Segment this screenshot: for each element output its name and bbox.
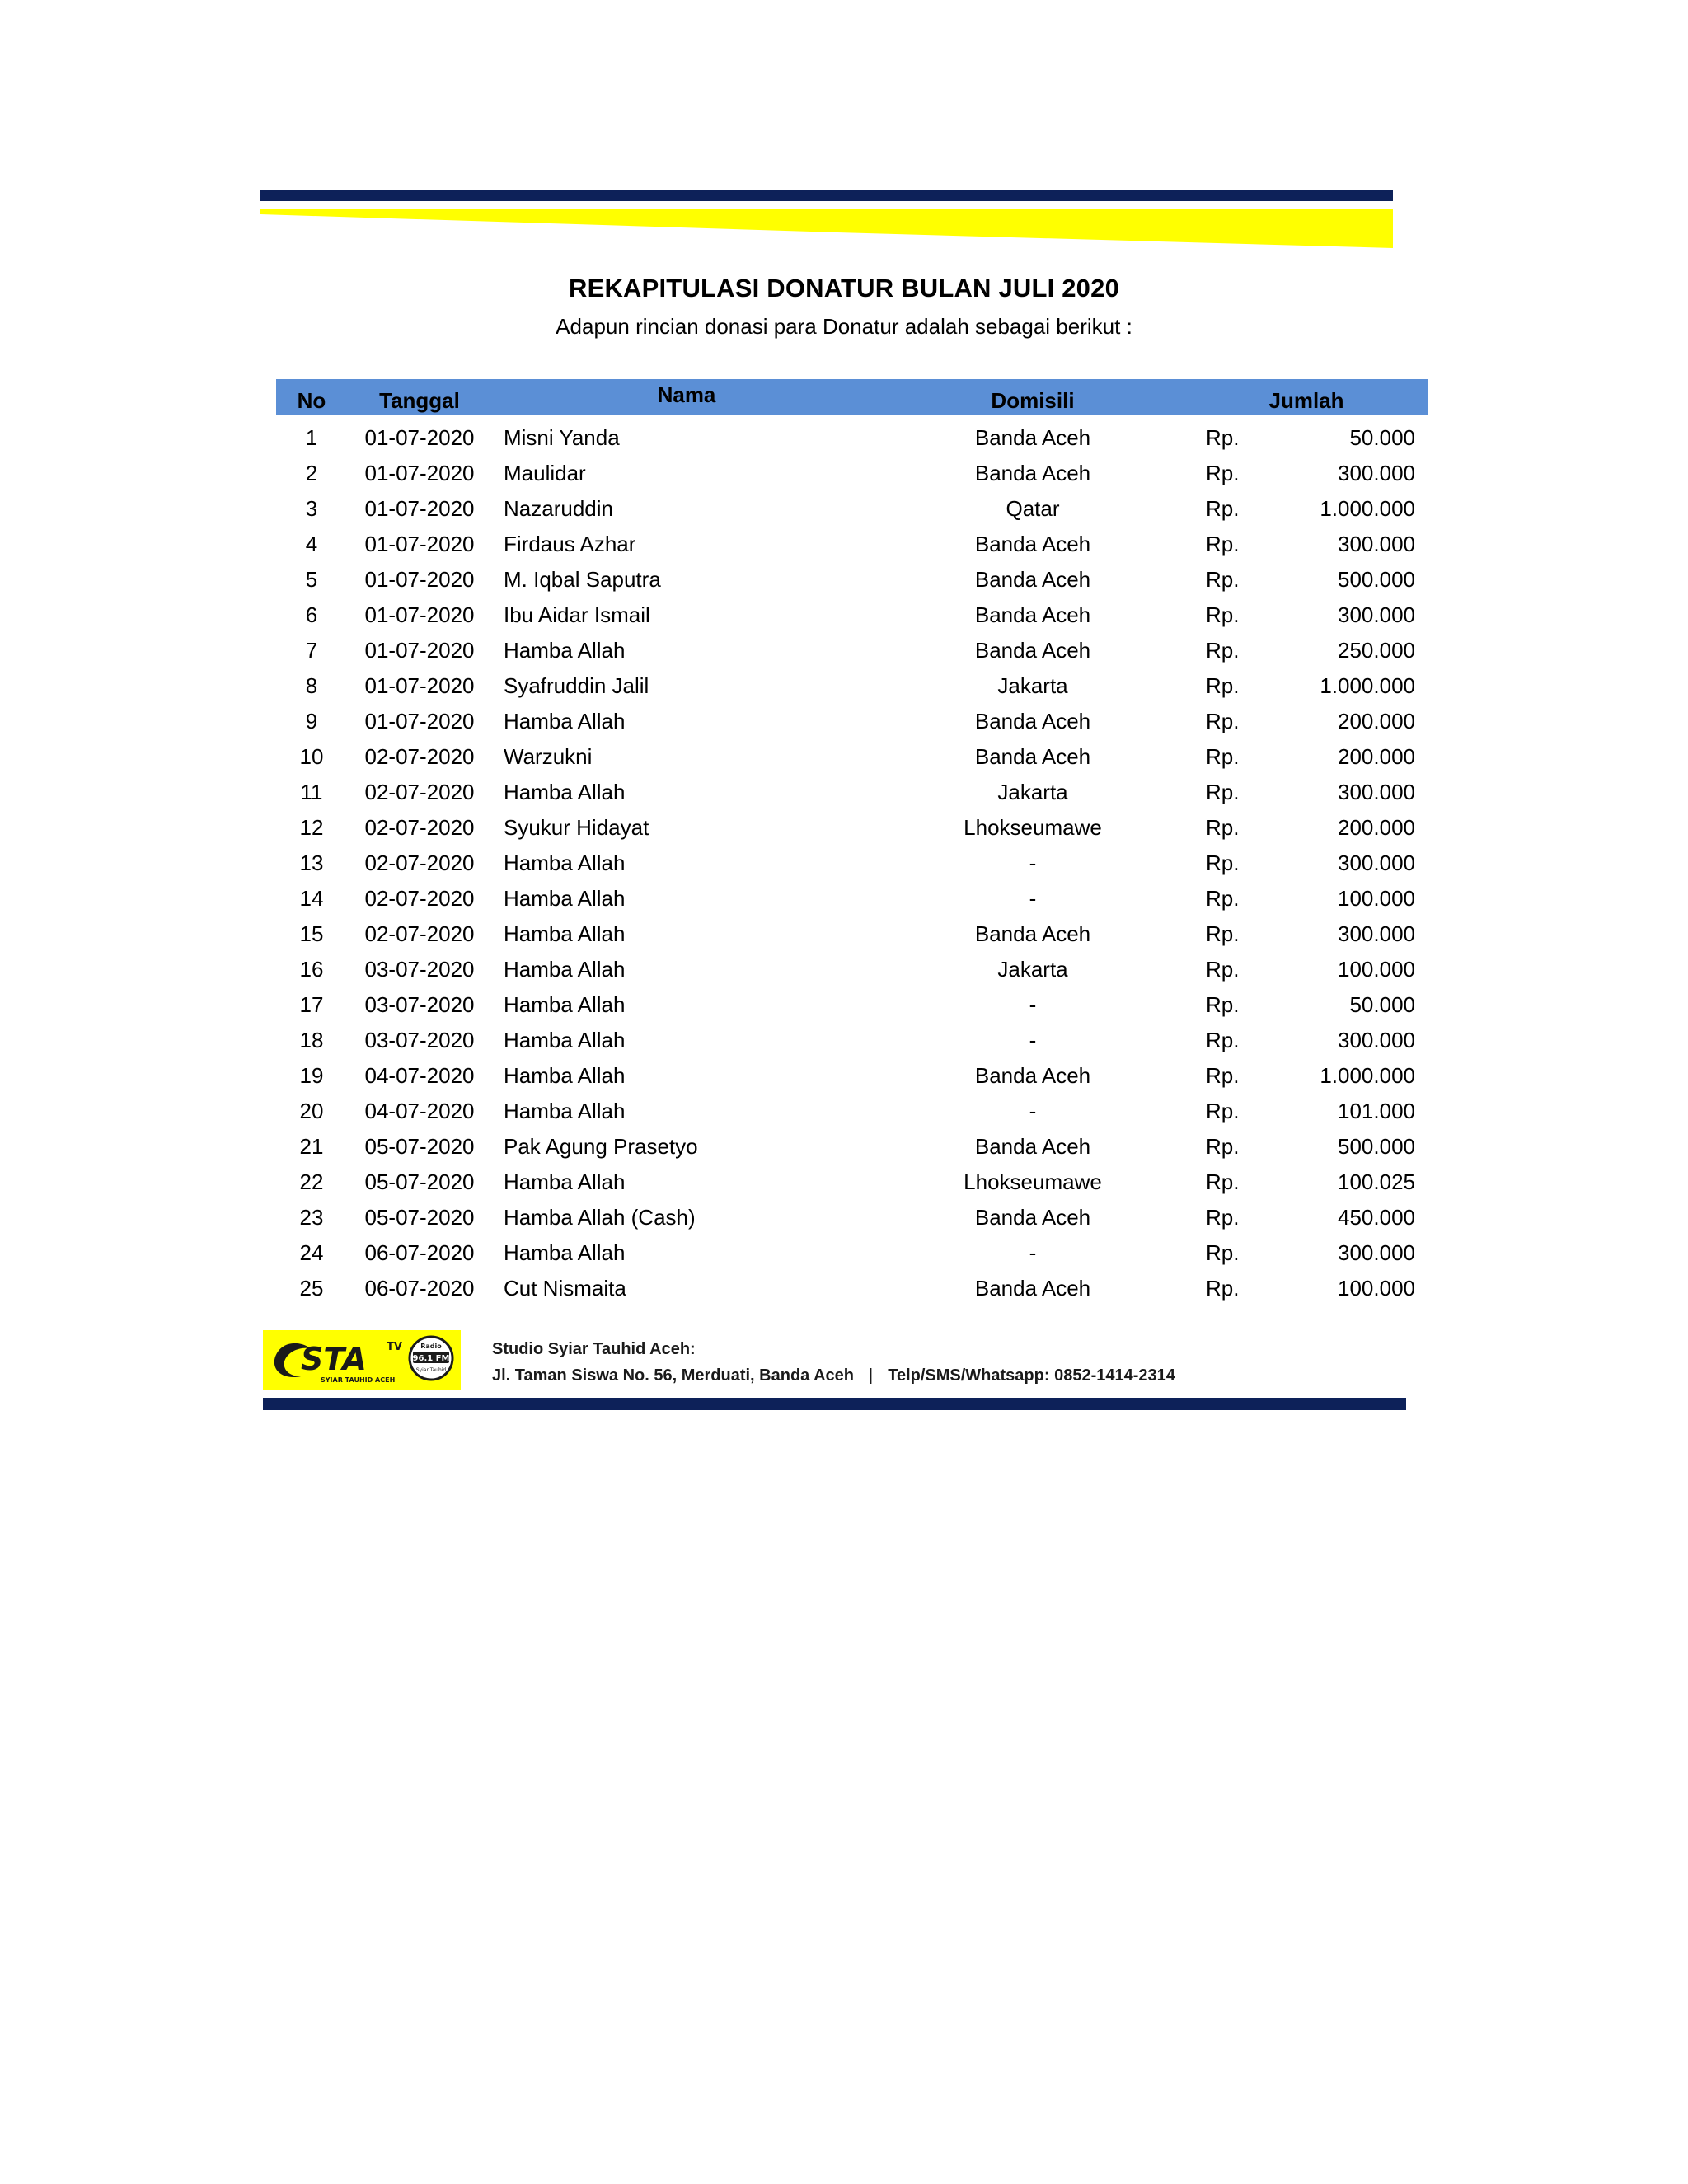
- donor-table: [276, 379, 1428, 1301]
- cell-nama: Hamba Allah: [504, 1240, 626, 1265]
- cell-tanggal: 01-07-2020: [364, 602, 475, 627]
- table-body: [276, 415, 1428, 1301]
- cell-no: 12: [299, 815, 324, 840]
- cell-tanggal: 04-07-2020: [364, 1099, 475, 1123]
- cell-domisili: Jakarta: [997, 957, 1068, 982]
- cell-tanggal: 03-07-2020: [364, 1028, 475, 1052]
- cell-no: 22: [299, 1169, 324, 1194]
- cell-jumlah: 1.000.000: [1320, 496, 1415, 521]
- cell-jumlah: 100.000: [1338, 886, 1415, 911]
- cell-jumlah: 300.000: [1338, 532, 1415, 556]
- logo-tv-text: TV: [387, 1341, 402, 1353]
- cell-domisili: -: [1029, 1028, 1037, 1052]
- cell-no: 21: [299, 1134, 324, 1159]
- cell-domisili: Banda Aceh: [974, 638, 1091, 663]
- document-title: REKAPITULASI DONATUR BULAN JULI 2020: [568, 274, 1120, 302]
- cell-no: 2: [305, 461, 318, 485]
- cell-nama: Hamba Allah (Cash): [504, 1205, 696, 1230]
- table-header-row: [276, 379, 1428, 415]
- table-row: [276, 770, 1428, 805]
- cell-currency: Rp.: [1206, 1134, 1240, 1159]
- cell-tanggal: 01-07-2020: [364, 496, 475, 521]
- cell-nama: Hamba Allah: [504, 1028, 626, 1052]
- cell-jumlah: 100.025: [1338, 1169, 1415, 1194]
- cell-jumlah: 100.000: [1338, 1276, 1415, 1301]
- table-row: [276, 1018, 1428, 1053]
- cell-no: 16: [299, 957, 324, 982]
- cell-tanggal: 02-07-2020: [364, 851, 475, 875]
- cell-tanggal: 01-07-2020: [364, 709, 475, 733]
- sta-logo: [263, 1330, 461, 1390]
- cell-no: 4: [305, 532, 318, 556]
- cell-jumlah: 500.000: [1338, 1134, 1415, 1159]
- radio-top-text: Radio: [420, 1343, 442, 1350]
- cell-jumlah: 50.000: [1349, 992, 1415, 1017]
- header-yellow-swoosh: [260, 209, 1393, 248]
- footer-separator: |: [869, 1366, 874, 1385]
- cell-currency: Rp.: [1206, 1099, 1240, 1123]
- cell-jumlah: 200.000: [1338, 709, 1415, 733]
- cell-no: 8: [305, 673, 318, 698]
- cell-tanggal: 02-07-2020: [364, 744, 475, 769]
- cell-currency: Rp.: [1206, 1205, 1240, 1230]
- cell-nama: Hamba Allah: [504, 992, 626, 1017]
- cell-currency: Rp.: [1206, 744, 1240, 769]
- cell-jumlah: 200.000: [1338, 815, 1415, 840]
- cell-domisili: Banda Aceh: [974, 602, 1091, 627]
- cell-currency: Rp.: [1206, 1169, 1240, 1194]
- cell-nama: Ibu Aidar Ismail: [504, 602, 650, 627]
- cell-nama: Hamba Allah: [504, 957, 626, 982]
- cell-domisili: Lhokseumawe: [964, 1169, 1102, 1194]
- cell-no: 7: [305, 638, 318, 663]
- cell-jumlah: 250.000: [1338, 638, 1415, 663]
- cell-domisili: -: [1029, 1240, 1037, 1265]
- cell-no: 13: [299, 851, 324, 875]
- table-row: [276, 912, 1428, 947]
- cell-currency: Rp.: [1206, 815, 1240, 840]
- cell-nama: Hamba Allah: [504, 1099, 626, 1123]
- cell-no: 15: [299, 921, 324, 946]
- table-row: [276, 1195, 1428, 1230]
- cell-domisili: Jakarta: [997, 780, 1068, 804]
- cell-domisili: -: [1029, 1099, 1037, 1123]
- header-tanggal: Tanggal: [379, 388, 460, 413]
- cell-tanggal: 01-07-2020: [364, 461, 475, 485]
- cell-nama: Hamba Allah: [504, 886, 626, 911]
- cell-jumlah: 1.000.000: [1320, 1063, 1415, 1088]
- table-row: [276, 451, 1428, 486]
- logo-tagline-text: SYIAR TAUHID ACEH: [321, 1376, 396, 1384]
- cell-nama: Hamba Allah: [504, 1169, 626, 1194]
- table-row: [276, 1230, 1428, 1266]
- cell-domisili: Lhokseumawe: [964, 815, 1102, 840]
- cell-nama: Hamba Allah: [504, 851, 626, 875]
- cell-tanggal: 06-07-2020: [364, 1240, 475, 1265]
- radio-freq-text: 96.1 FM: [412, 1354, 450, 1363]
- cell-domisili: Banda Aceh: [974, 1276, 1091, 1301]
- cell-tanggal: 01-07-2020: [364, 425, 475, 450]
- cell-tanggal: 01-07-2020: [364, 567, 475, 592]
- cell-currency: Rp.: [1206, 992, 1240, 1017]
- table-row: [276, 522, 1428, 557]
- cell-jumlah: 101.000: [1338, 1099, 1415, 1123]
- cell-currency: Rp.: [1206, 1240, 1240, 1265]
- cell-nama: Hamba Allah: [504, 709, 626, 733]
- footer-contact: Telp/SMS/Whatsapp: 0852-1414-2314: [888, 1366, 1175, 1385]
- cell-tanggal: 01-07-2020: [364, 638, 475, 663]
- cell-domisili: Banda Aceh: [974, 1205, 1091, 1230]
- cell-jumlah: 300.000: [1338, 780, 1415, 804]
- cell-no: 18: [299, 1028, 324, 1052]
- footer-org-name: Studio Syiar Tauhid Aceh:: [492, 1340, 696, 1358]
- footer-address: Jl. Taman Siswa No. 56, Merduati, Banda Aceh: [492, 1366, 855, 1385]
- table-row: [276, 805, 1428, 841]
- cell-domisili: Jakarta: [997, 673, 1068, 698]
- cell-tanggal: 03-07-2020: [364, 992, 475, 1017]
- header-band: [260, 190, 1393, 251]
- cell-no: 11: [300, 780, 323, 804]
- table-row: [276, 1053, 1428, 1089]
- table-row: [276, 593, 1428, 628]
- cell-tanggal: 01-07-2020: [364, 673, 475, 698]
- cell-no: 14: [299, 886, 324, 911]
- cell-domisili: Banda Aceh: [974, 425, 1091, 450]
- cell-currency: Rp.: [1206, 709, 1240, 733]
- table-row: [276, 876, 1428, 912]
- table-row: [276, 663, 1428, 699]
- table-row: [276, 1266, 1428, 1301]
- cell-no: 6: [305, 602, 318, 627]
- cell-jumlah: 100.000: [1338, 957, 1415, 982]
- cell-no: 20: [299, 1099, 324, 1123]
- cell-no: 9: [305, 709, 318, 733]
- table-row: [276, 1089, 1428, 1124]
- cell-jumlah: 200.000: [1338, 744, 1415, 769]
- cell-tanggal: 05-07-2020: [364, 1169, 475, 1194]
- cell-currency: Rp.: [1206, 673, 1240, 698]
- cell-nama: Hamba Allah: [504, 638, 626, 663]
- cell-currency: Rp.: [1206, 1028, 1240, 1052]
- cell-nama: Firdaus Azhar: [504, 532, 636, 556]
- cell-tanggal: 05-07-2020: [364, 1134, 475, 1159]
- cell-currency: Rp.: [1206, 425, 1240, 450]
- cell-domisili: Banda Aceh: [974, 567, 1091, 592]
- cell-tanggal: 04-07-2020: [364, 1063, 475, 1088]
- header-navy-bar: [260, 190, 1393, 201]
- cell-currency: Rp.: [1206, 496, 1240, 521]
- cell-nama: Pak Agung Prasetyo: [504, 1134, 698, 1159]
- table-row: [276, 628, 1428, 663]
- cell-jumlah: 500.000: [1338, 567, 1415, 592]
- table-row: [276, 415, 1428, 451]
- cell-tanggal: 03-07-2020: [364, 957, 475, 982]
- cell-domisili: -: [1029, 851, 1037, 875]
- cell-no: 5: [305, 567, 318, 592]
- cell-nama: Syafruddin Jalil: [504, 673, 649, 698]
- cell-jumlah: 300.000: [1338, 921, 1415, 946]
- cell-no: 24: [299, 1240, 324, 1265]
- cell-domisili: Banda Aceh: [974, 709, 1091, 733]
- cell-jumlah: 300.000: [1338, 1028, 1415, 1052]
- cell-jumlah: 1.000.000: [1320, 673, 1415, 698]
- cell-tanggal: 02-07-2020: [364, 921, 475, 946]
- cell-domisili: -: [1029, 886, 1037, 911]
- cell-currency: Rp.: [1206, 780, 1240, 804]
- cell-currency: Rp.: [1206, 851, 1240, 875]
- cell-no: 23: [299, 1205, 324, 1230]
- cell-no: 10: [299, 744, 324, 769]
- cell-domisili: Banda Aceh: [974, 532, 1091, 556]
- cell-domisili: -: [1029, 992, 1037, 1017]
- table-row: [276, 841, 1428, 876]
- cell-no: 25: [299, 1276, 324, 1301]
- cell-domisili: Qatar: [1006, 496, 1060, 521]
- table-row: [276, 947, 1428, 982]
- cell-nama: Cut Nismaita: [504, 1276, 626, 1301]
- cell-currency: Rp.: [1206, 638, 1240, 663]
- document-subtitle: Adapun rincian donasi para Donatur adalah sebagai berikut :: [556, 314, 1132, 339]
- footer-address-line: [492, 1366, 1175, 1385]
- cell-no: 1: [305, 425, 318, 450]
- cell-nama: Warzukni: [504, 744, 593, 769]
- cell-tanggal: 02-07-2020: [364, 886, 475, 911]
- cell-domisili: Banda Aceh: [974, 921, 1091, 946]
- cell-currency: Rp.: [1206, 602, 1240, 627]
- cell-currency: Rp.: [1206, 921, 1240, 946]
- cell-nama: Syukur Hidayat: [504, 815, 649, 840]
- cell-currency: Rp.: [1206, 886, 1240, 911]
- cell-tanggal: 06-07-2020: [364, 1276, 475, 1301]
- cell-currency: Rp.: [1206, 461, 1240, 485]
- table-row: [276, 557, 1428, 593]
- header-nama: Nama: [657, 382, 716, 407]
- cell-jumlah: 300.000: [1338, 461, 1415, 485]
- cell-nama: M. Iqbal Saputra: [504, 567, 661, 592]
- header-domisili: Domisili: [991, 388, 1075, 413]
- cell-tanggal: 01-07-2020: [364, 532, 475, 556]
- logo-brand-text: STA: [301, 1341, 367, 1377]
- cell-nama: Hamba Allah: [504, 1063, 626, 1088]
- table-row: [276, 1124, 1428, 1160]
- cell-nama: Nazaruddin: [504, 496, 613, 521]
- table-row: [276, 699, 1428, 734]
- cell-domisili: Banda Aceh: [974, 461, 1091, 485]
- cell-no: 17: [299, 992, 324, 1017]
- cell-nama: Misni Yanda: [504, 425, 620, 450]
- cell-currency: Rp.: [1206, 957, 1240, 982]
- cell-no: 3: [305, 496, 318, 521]
- cell-tanggal: 02-07-2020: [364, 780, 475, 804]
- donor-table-wrapper: [276, 379, 1428, 1301]
- cell-domisili: Banda Aceh: [974, 1063, 1091, 1088]
- cell-jumlah: 300.000: [1338, 1240, 1415, 1265]
- header-jumlah: Jumlah: [1268, 388, 1344, 413]
- cell-nama: Maulidar: [504, 461, 586, 485]
- radio-bottom-text: Syiar Tauhid: [415, 1367, 447, 1373]
- cell-tanggal: 05-07-2020: [364, 1205, 475, 1230]
- cell-jumlah: 300.000: [1338, 851, 1415, 875]
- sta-logo-graphic: [263, 1330, 461, 1390]
- table-row: [276, 1160, 1428, 1195]
- cell-nama: Hamba Allah: [504, 780, 626, 804]
- cell-domisili: Banda Aceh: [974, 744, 1091, 769]
- cell-jumlah: 300.000: [1338, 602, 1415, 627]
- cell-domisili: Banda Aceh: [974, 1134, 1091, 1159]
- footer-navy-bar: [263, 1398, 1406, 1410]
- cell-jumlah: 450.000: [1338, 1205, 1415, 1230]
- table-row: [276, 734, 1428, 770]
- header-no: No: [297, 388, 326, 413]
- cell-no: 19: [299, 1063, 324, 1088]
- cell-tanggal: 02-07-2020: [364, 815, 475, 840]
- cell-currency: Rp.: [1206, 1276, 1240, 1301]
- cell-jumlah: 50.000: [1349, 425, 1415, 450]
- table-row: [276, 982, 1428, 1018]
- table-row: [276, 486, 1428, 522]
- cell-nama: Hamba Allah: [504, 921, 626, 946]
- cell-currency: Rp.: [1206, 567, 1240, 592]
- cell-currency: Rp.: [1206, 532, 1240, 556]
- cell-currency: Rp.: [1206, 1063, 1240, 1088]
